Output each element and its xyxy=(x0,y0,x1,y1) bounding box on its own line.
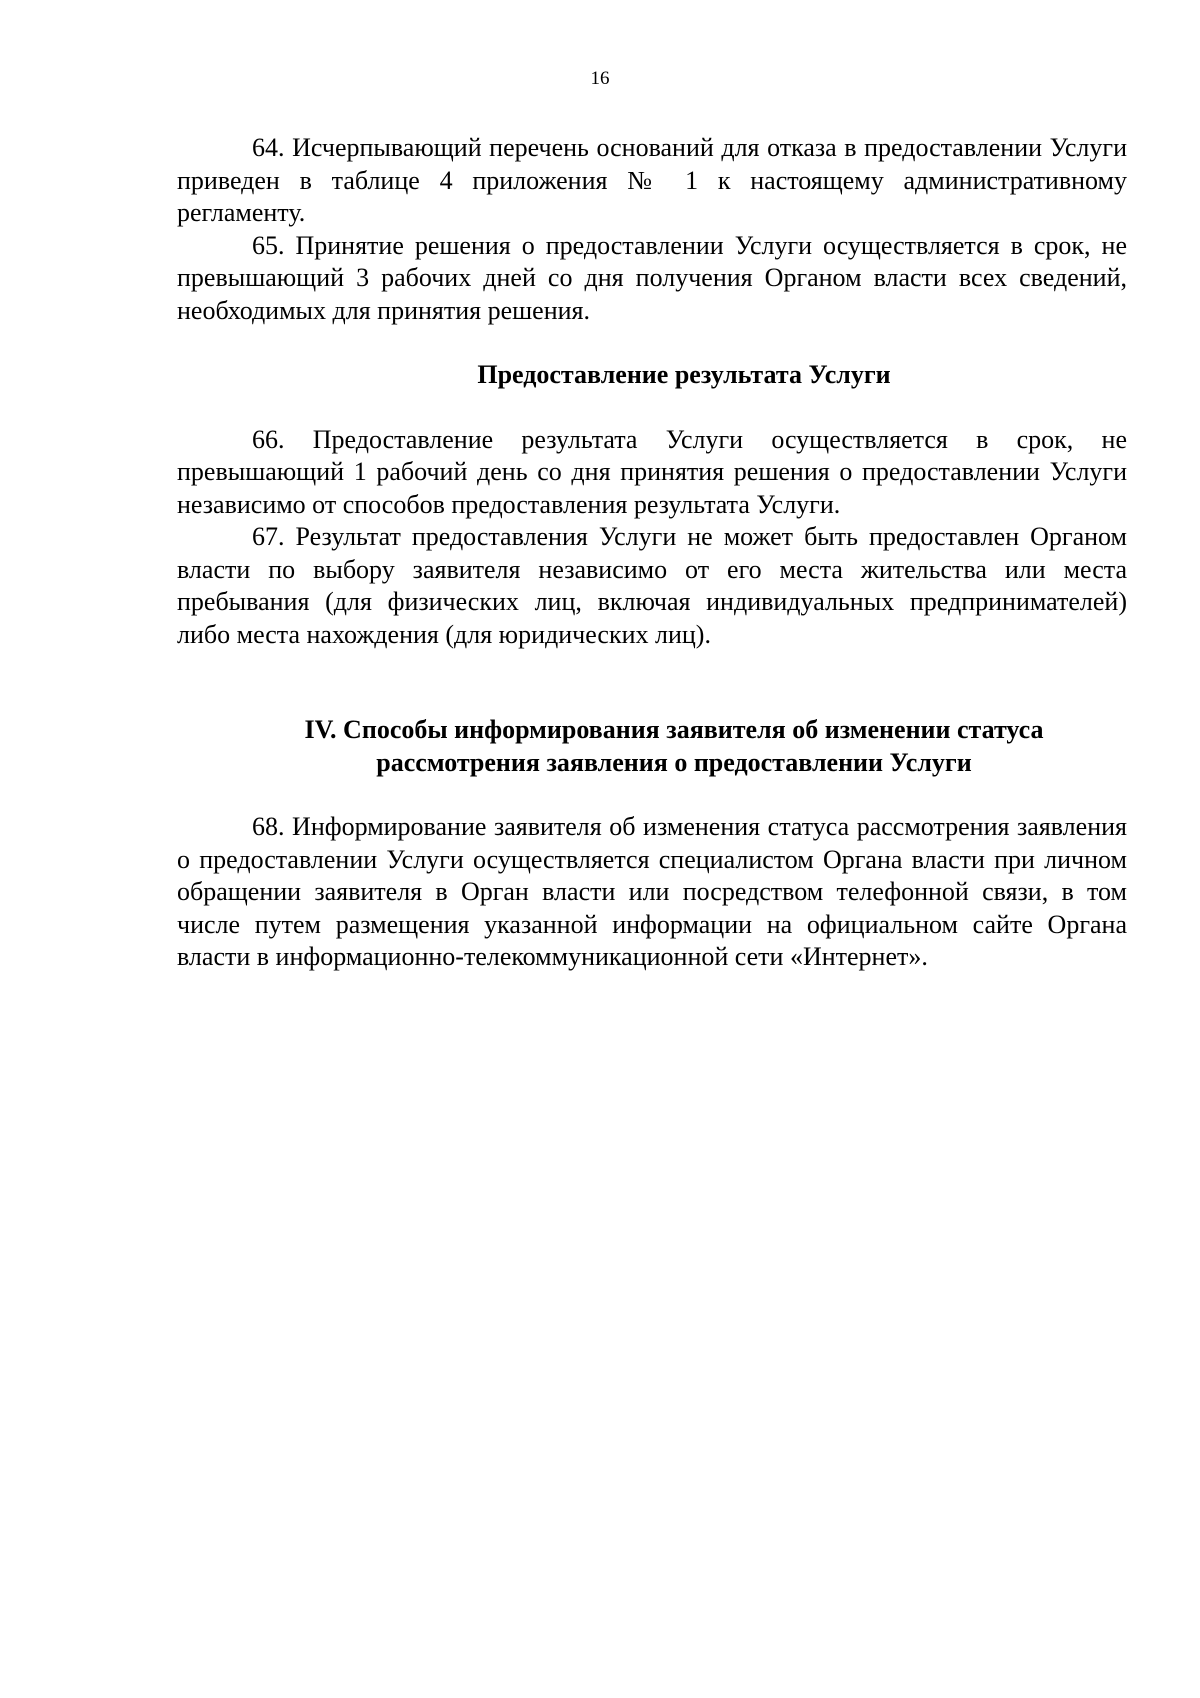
page-number: 16 xyxy=(590,68,610,89)
paragraph-64: 64. Исчерпывающий перечень оснований для отказа в предоставлении Услуги приведен в таблице 4 приложения № 1 к настоящему административному регламенту. xyxy=(177,133,1127,227)
document-body xyxy=(177,132,1127,974)
paragraph-68: 68. Информирование заявителя об изменения статуса рассмотрения заявления о предоставлении Услуги осуществляется специалистом Органа власти при личном обращении заявителя в Орган власти или посредством телефонной связи, в том числе путем размещения указанной информации на официальном сайте Органа власти в информационно-телекоммуникационной сети «Интернет». xyxy=(177,812,1127,971)
paragraph-66: 66. Предоставление результата Услуги осуществляется в срок, не превышающий 1 рабочий день со дня принятия решения о предоставлении Услуги независимо от способов предоставления результата Услуги. xyxy=(177,424,1127,519)
chapter-heading-iv xyxy=(177,714,1127,779)
section-heading-result: Предоставление результата Услуги xyxy=(477,360,891,389)
paragraph-67: 67. Результат предоставления Услуги не может быть предоставлен Органом власти по выбору заявителя независимо от его места жительства или места пребывания (для физических лиц, включая индивидуальных предпринимателей) либо места нахождения (для юридических лиц). xyxy=(177,522,1127,649)
chapter-heading-line-2: рассмотрения заявления о предоставлении Услуги xyxy=(376,747,972,777)
chapter-heading-line-1: IV. Способы информирования заявителя об изменении статуса xyxy=(304,715,1044,744)
paragraph-65: 65. Принятие решения о предоставлении Услуги осуществляется в срок, не превышающий 3 рабочих дней со дня получения Органом власти всех сведений, необходимых для принятия решения. xyxy=(177,230,1127,325)
